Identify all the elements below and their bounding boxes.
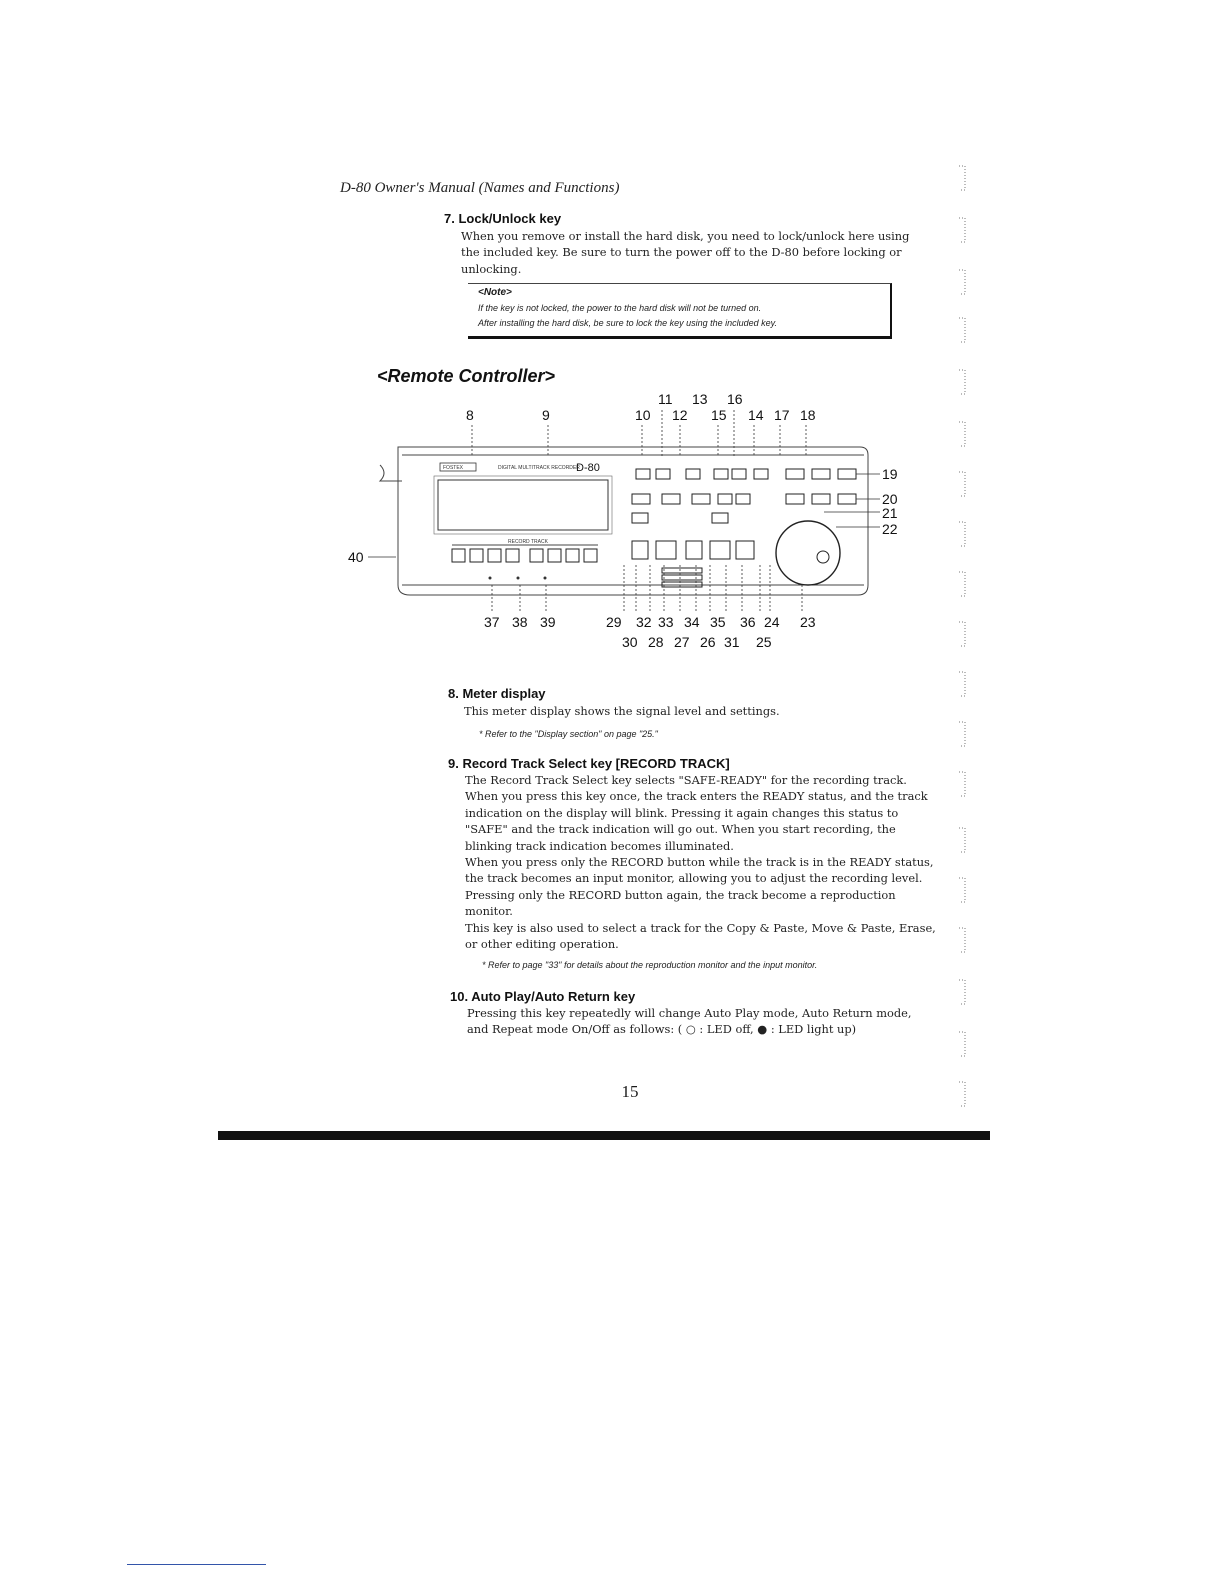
text-line: monitor. [465, 904, 513, 919]
callout-13: 13 [692, 391, 708, 407]
callout-22: 22 [882, 521, 898, 537]
section-8-reference: * Refer to the "Display section" on page "25." [479, 729, 658, 739]
callout-11: 11 [658, 391, 673, 407]
callout-39: 39 [540, 614, 556, 630]
callout-37: 37 [484, 614, 500, 630]
text-line: When you press this key once, the track enters the READY status, and the track [465, 789, 928, 804]
callout-26: 26 [700, 634, 716, 650]
record-track-keys[interactable] [452, 549, 597, 562]
locate-button[interactable] [712, 513, 728, 523]
subtitle-label: DIGITAL MULTITRACK RECORDER [498, 465, 580, 471]
section-9-body [465, 772, 936, 952]
callout-23: 23 [800, 614, 816, 630]
jog-dial[interactable] [776, 521, 840, 585]
section-9-title: 9. Record Track Select key [RECORD TRACK] [448, 756, 730, 771]
text-line: This key is also used to select a track for the Copy & Paste, Move & Paste, Erase, [465, 920, 936, 935]
section-8-body [464, 703, 780, 719]
footnote-rule [127, 1564, 266, 1565]
text-line: blinking track indication becomes illuminated. [465, 838, 734, 853]
section-10-title: 10. Auto Play/Auto Return key [450, 989, 636, 1004]
callout-18: 18 [800, 407, 816, 423]
callout-34: 34 [684, 614, 700, 630]
section-7-body [461, 228, 909, 277]
callout-28: 28 [648, 634, 664, 650]
section-9-reference: * Refer to page "33" for details about the reproduction monitor and the input monitor. [482, 960, 818, 970]
text-line: When you remove or install the hard disk, you need to lock/unlock here using [461, 229, 910, 243]
transport-keys[interactable] [632, 541, 754, 559]
record-track-label: RECORD TRACK [508, 539, 548, 545]
auto-play-button[interactable] [632, 513, 648, 523]
text-line: Pressing only the RECORD button again, the track become a reproduction [465, 887, 896, 902]
binder-edge-marks [955, 160, 985, 1120]
callout-33: 33 [658, 614, 674, 630]
section-10-body [467, 1005, 912, 1038]
text-line: unlocking. [461, 261, 522, 276]
text-line: When you press only the RECORD button while the track is in the READY status, [465, 855, 934, 870]
callout-27: 27 [674, 634, 690, 650]
callout-10: 10 [635, 407, 651, 423]
text-line: the included key. Be sure to turn the power off to the D-80 before locking or [461, 245, 902, 260]
note-line: After installing the hard disk, be sure to lock the key using the included key. [478, 318, 777, 328]
callout-29: 29 [606, 614, 622, 630]
text-line: "SAFE" and the track indication will go out. When you start recording, the [465, 822, 896, 837]
callout-17: 17 [774, 407, 790, 423]
brand-label: FOSTEX [443, 465, 464, 471]
text-line: The Record Track Select key selects "SAFE-READY" for the recording track. [465, 773, 907, 787]
callout-8: 8 [466, 407, 474, 423]
text-line: indication on the display will blink. Pressing it again changes this status to [465, 805, 899, 820]
callout-40: 40 [348, 549, 364, 565]
note-box [468, 283, 892, 339]
model-label: D-80 [576, 462, 600, 474]
section-8-title: 8. Meter display [448, 686, 546, 701]
running-header: D-80 Owner's Manual (Names and Functions) [340, 180, 620, 196]
callout-24: 24 [764, 614, 780, 630]
callout-21: 21 [882, 505, 898, 521]
callout-32: 32 [636, 614, 652, 630]
text-line: and Repeat mode On/Off as follows: ( ○ : LED off, ● : LED light up) [467, 1022, 857, 1037]
callout-9: 9 [542, 407, 550, 423]
text-line: This meter display shows the signal level and settings. [464, 704, 780, 718]
text-line: the track becomes an input monitor, allowing you to adjust the recording level. [465, 871, 923, 886]
callout-14: 14 [748, 407, 764, 423]
text-line: or other editing operation. [465, 937, 619, 952]
bottom-rule [218, 1131, 990, 1140]
callout-16: 16 [727, 391, 743, 407]
control-buttons-row-2[interactable] [632, 494, 856, 504]
callout-35: 35 [710, 614, 726, 630]
callout-36: 36 [740, 614, 756, 630]
text-line: Pressing this key repeatedly will change Auto Play mode, Auto Return mode, [467, 1006, 912, 1020]
callout-38: 38 [512, 614, 528, 630]
note-line: If the key is not locked, the power to the hard disk will not be turned on. [478, 303, 762, 313]
note-title: <Note> [478, 287, 512, 298]
remote-controller-diagram [340, 385, 920, 655]
callout-30: 30 [622, 634, 638, 650]
callout-12: 12 [672, 407, 688, 423]
callout-20: 20 [882, 491, 898, 507]
callout-31: 31 [724, 634, 740, 650]
page-number: 15 [621, 1082, 639, 1101]
remote-controller-title: <Remote Controller> [377, 366, 556, 386]
control-buttons-row-1[interactable] [636, 469, 856, 479]
callout-15: 15 [711, 407, 727, 423]
callout-25: 25 [756, 634, 772, 650]
callout-19: 19 [882, 466, 898, 482]
section-7-title: 7. Lock/Unlock key [444, 211, 562, 226]
